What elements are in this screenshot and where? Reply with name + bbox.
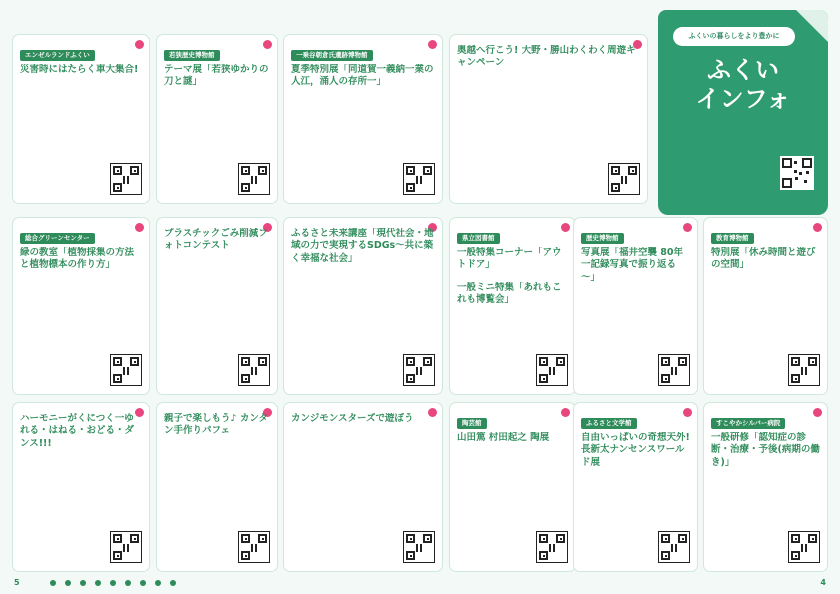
event-card (449, 34, 648, 204)
event-card (283, 34, 443, 204)
page-number-right: 4 (820, 578, 826, 587)
qr-code[interactable] (238, 531, 270, 563)
event-card (449, 217, 576, 395)
event-card (449, 402, 576, 572)
venue-tag: エンゼルランドふくい (20, 50, 95, 61)
event-title: プラスチックごみ削減フォトコンテスト (164, 228, 268, 252)
event-title: 特別展「休み時間と遊びの空間」 (711, 247, 816, 271)
qr-code[interactable] (403, 354, 435, 386)
event-card (12, 217, 150, 395)
venue-tag: 歴史博物館 (581, 233, 624, 244)
event-subtitle: 一般ミニ特集「あれもこれも博覧会」 (457, 281, 562, 306)
qr-code[interactable] (658, 354, 690, 386)
venue-tag: 県立図書館 (457, 233, 500, 244)
page-footer (0, 574, 840, 594)
legend-item (170, 580, 176, 586)
event-title: カンジモンスターズで遊ぼう (291, 413, 414, 424)
footer-legend (50, 580, 176, 586)
event-title: 写真展「福井空襲 80年一記録写真で振り返る～」 (581, 247, 684, 283)
event-card (573, 217, 698, 395)
qr-code[interactable] (788, 531, 820, 563)
venue-tag: ふるさと文学館 (581, 418, 637, 429)
qr-code[interactable] (403, 531, 435, 563)
venue-tag: 総合グリーンセンター (20, 233, 95, 244)
event-title: 夏季特別展「同道賀一義納一業の人江，涌人の存所一」 (291, 64, 434, 88)
qr-code[interactable] (238, 163, 270, 195)
event-title: 奥越へ行こう! 大野・勝山わくわく周遊キャンペーン (457, 45, 636, 69)
legend-item (125, 580, 131, 586)
event-card (573, 402, 698, 572)
event-card (703, 402, 828, 572)
venue-tag: 教育博物館 (711, 233, 754, 244)
event-card (283, 402, 443, 572)
event-title: 一般研修「認知症の診断・治療・予後(病期の働き)」 (711, 432, 820, 468)
legend-item (140, 580, 146, 586)
legend-item (65, 580, 71, 586)
event-title: 一般特集コーナー「アウトドア」 (457, 247, 562, 271)
event-title: 自由いっぱいの奇想天外! 長新太ナンセンスワールド展 (581, 432, 690, 468)
qr-code[interactable] (658, 531, 690, 563)
legend-item (95, 580, 101, 586)
event-title: 山田篤 村田起之 陶展 (457, 432, 550, 443)
legend-item (155, 580, 161, 586)
masthead-fold (796, 10, 828, 42)
event-title: 緑の教室「植物採集の方法と植物標本の作り方」 (20, 247, 135, 271)
event-card (12, 402, 150, 572)
event-title: 災害時にはたらく車大集合! (20, 64, 139, 75)
event-card (156, 217, 278, 395)
qr-code[interactable] (608, 163, 640, 195)
qr-code[interactable] (238, 354, 270, 386)
masthead-qr-code[interactable] (780, 156, 814, 190)
venue-tag: 若狭歴史博物館 (164, 50, 220, 61)
qr-code[interactable] (110, 354, 142, 386)
legend-item (110, 580, 116, 586)
legend-item (80, 580, 86, 586)
masthead-title: ふくい インフォ (695, 56, 791, 113)
event-card (156, 402, 278, 572)
event-title: ふるさと未来講座「現代社会・地域の力で実現するSDGs～共に築く幸福な社会」 (291, 228, 434, 264)
qr-code[interactable] (788, 354, 820, 386)
qr-code[interactable] (110, 163, 142, 195)
event-card (283, 217, 443, 395)
venue-tag: 陶芸館 (457, 418, 487, 429)
legend-item (50, 580, 56, 586)
event-card (703, 217, 828, 395)
page-number-left: 5 (14, 578, 20, 587)
event-card (12, 34, 150, 204)
venue-tag: 一乗谷朝倉氏遺跡博物館 (291, 50, 373, 61)
event-title: 親子で楽しもう♪ カンタン手作りパフェ (164, 413, 268, 437)
qr-code[interactable] (403, 163, 435, 195)
event-title: テーマ展「若狭ゆかりの刀と謎」 (164, 64, 269, 88)
event-title: ハーモニーがくにつく一ゆれる・はねる・おどる・ダンス!!! (20, 413, 135, 449)
qr-code[interactable] (536, 531, 568, 563)
event-card (156, 34, 278, 204)
qr-code[interactable] (536, 354, 568, 386)
venue-tag: すこやかシルバー病院 (711, 418, 785, 429)
masthead-pill: ふくいの暮らしをより豊かに (673, 27, 795, 46)
qr-code[interactable] (110, 531, 142, 563)
masthead (658, 10, 828, 215)
